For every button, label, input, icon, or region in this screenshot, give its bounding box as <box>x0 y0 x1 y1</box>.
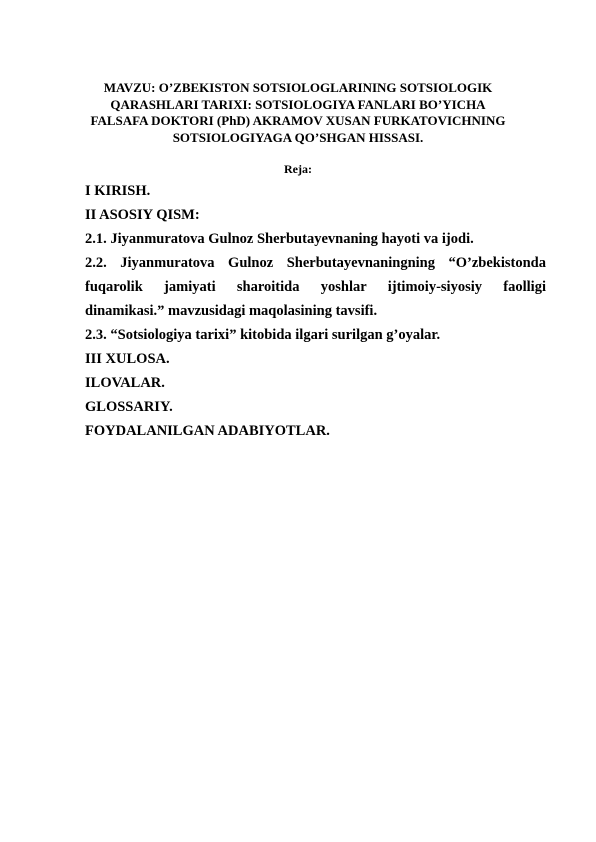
outline-item-main-part: II ASOSIY QISM: <box>85 207 200 223</box>
outline-item-section-2-2 <box>85 253 546 321</box>
outline-item-intro: I KIRISH. <box>85 183 151 199</box>
outline-item-conclusion: III XULOSA. <box>85 351 170 367</box>
document-title <box>70 80 526 146</box>
title-line: FALSAFA DOKTORI (PhD) AKRAMOV XUSAN FURKATOVICHNING <box>90 113 506 128</box>
title-line: MAVZU: O’ZBEKISTON SOTSIOLOGLARINING SOTSIOLOGIK <box>103 80 493 95</box>
plan-heading: Reja: <box>284 162 312 176</box>
outline-item-section-2-3: 2.3. “Sotsiologiya tarixi” kitobida ilgari surilgan g’oyalar. <box>85 327 441 343</box>
outline-item-section-2-2-line: 2.2. Jiyanmuratova Gulnoz Sherbutayevnaningning “O’zbekistonda <box>85 255 546 271</box>
outline-item-glossary: GLOSSARIY. <box>85 399 173 415</box>
outline-item-references: FOYDALANILGAN ADABIYOTLAR. <box>85 423 330 439</box>
outline-item-appendices: ILOVALAR. <box>85 375 165 391</box>
outline-item-section-2-2-line: fuqarolik jamiyati sharoitida yoshlar ijtimoiy-siyosiy faolligi <box>85 279 546 295</box>
outline-item-section-2-2-line: dinamikasi.” mavzusidagi maqolasining tavsifi. <box>85 303 378 319</box>
outline-item-section-2-1: 2.1. Jiyanmuratova Gulnoz Sherbutayevnaning hayoti va ijodi. <box>85 231 474 247</box>
plan-outline <box>85 181 546 445</box>
title-line: QARASHLARI TARIXI: SOTSIOLOGIYA FANLARI BO’YICHA <box>110 96 486 112</box>
title-line: SOTSIOLOGIYAGA QO’SHGAN HISSASI. <box>172 129 424 145</box>
